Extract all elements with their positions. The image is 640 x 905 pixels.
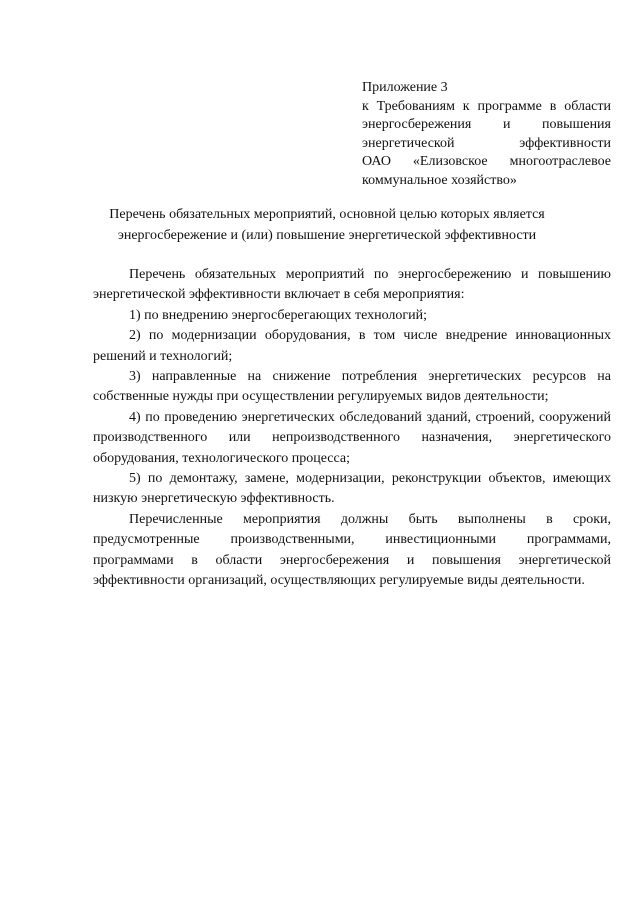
- appendix-line: энергетической эффективности: [362, 135, 611, 151]
- document-body: [93, 265, 611, 592]
- closing-paragraph: Перечисленные мероприятия должны быть выполнены в сроки, предусмотренные производственными, инвестиционными программами, программами в области энергосбережения и повышения энергетической эффективности организаций, осуществляющих регулируемые виды деятельности.: [93, 511, 611, 589]
- document-title: [92, 205, 562, 246]
- appendix-line: ОАО «Елизовское многоотраслевое: [362, 154, 611, 169]
- title-line: энергосбережение и (или) повышение энергетической эффективности: [117, 227, 537, 243]
- intro-paragraph: Перечень обязательных мероприятий по энергосбережению и повышению энергетической эффективности включает в себя мероприятия:: [93, 267, 611, 303]
- title-line: Перечень обязательных мероприятий, основной целью которых является: [109, 207, 545, 222]
- appendix-line: коммунальное хозяйство»: [362, 172, 517, 188]
- appendix-line: энергосбережения и повышения: [362, 117, 611, 132]
- list-item: 4) по проведению энергетических обследований зданий, строений, сооружений производственного или непроизводственного назначения, энергетического оборудования, технологического процесса;: [93, 409, 611, 466]
- list-item: 1) по внедрению энергосберегающих технологий;: [129, 307, 428, 323]
- appendix-number: Приложение 3: [362, 80, 448, 95]
- list-item: 3) направленные на снижение потребления энергетических ресурсов на собственные нужды при осуществлении регулируемых видов деятельности;: [93, 369, 611, 405]
- appendix-header: [362, 79, 611, 190]
- list-item: 5) по демонтажу, замене, модернизации, реконструкции объектов, имеющих низкую энергетическую эффективность.: [93, 471, 611, 507]
- appendix-line: к Требованиям к программе в области: [362, 98, 611, 114]
- list-item: 2) по модернизации оборудования, в том числе внедрение инновационных решений и технологий;: [93, 328, 611, 364]
